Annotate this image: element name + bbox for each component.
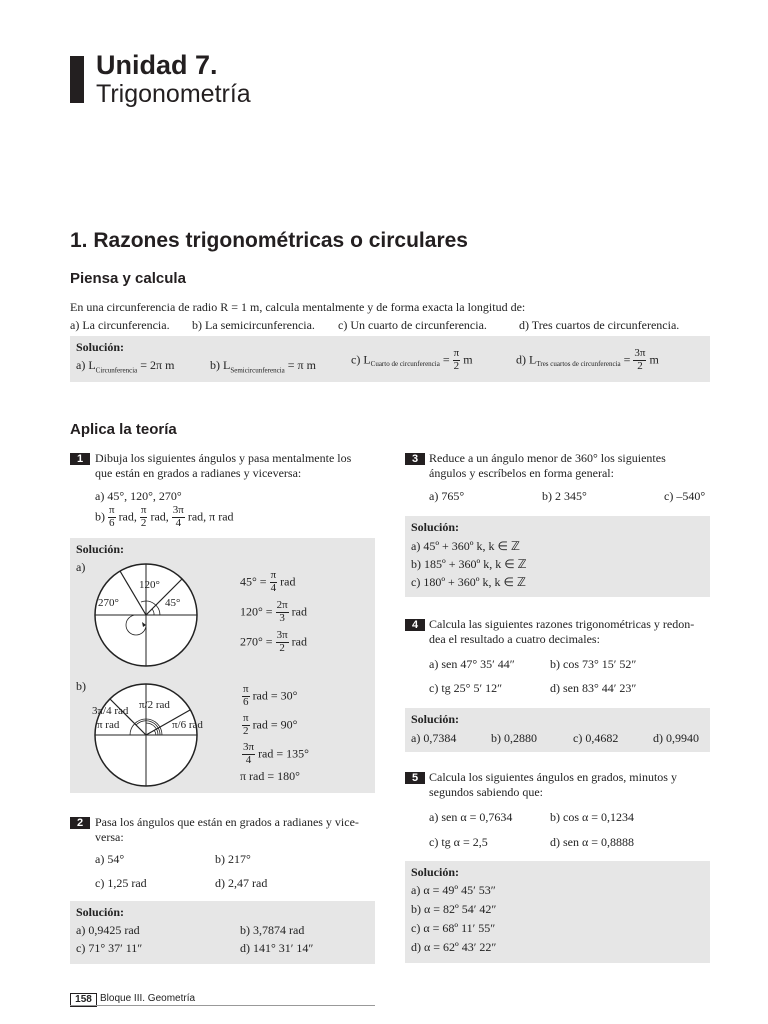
- piensa-c: c) Un cuarto de circunferencia.: [338, 318, 487, 332]
- ex1-line1: Dibuja los siguientes ángulos y pasa mentalmente los: [95, 451, 352, 465]
- ex3-sol-c: c) 180º + 360º k, k ∈ ℤ: [411, 575, 526, 589]
- ex1-eq-b-0: $\frac{\pi}{6}$ rad = 30°: [243, 683, 298, 708]
- ex3-sol-a: a) 45º + 360º k, k ∈ ℤ: [411, 539, 520, 553]
- ex5-sol-b: b) α = 82º 54′ 42″: [411, 902, 497, 916]
- ex1-eq-a-2: 270° = $\frac{3\pi}{2}$ rad: [240, 629, 307, 654]
- unit-bar: [70, 56, 84, 103]
- ex4-sol-a: a) 0,7384: [411, 731, 457, 745]
- ex1-eq-a-0: 45° = $\frac{\pi}{4}$ rad: [240, 569, 296, 594]
- ex1-b: b) $\frac{\pi}{6}$ rad, $\frac{\pi}{2}$ rad, $\frac{3\pi}{4}$ rad, π rad: [95, 504, 234, 529]
- ex3-line2: ángulos y escríbelos en forma general:: [429, 466, 614, 480]
- ex1-eq-b-2: $\frac{3\pi}{4}$ rad = 135°: [243, 741, 309, 766]
- piensa-a: a) La circunferencia.: [70, 318, 170, 332]
- ex4-a: a) sen 47° 35′ 44″: [429, 657, 515, 671]
- ex5-number: 5: [405, 772, 425, 784]
- ex5-b: b) cos α = 0,1234: [550, 810, 635, 824]
- unit-subtitle: Trigonometría: [96, 80, 251, 108]
- ex4-c: c) tg 25° 5′ 12″: [429, 681, 503, 695]
- page-number: 158: [70, 993, 97, 1007]
- circle-b-label-pi6: π/6 rad: [172, 719, 203, 731]
- ex3-sol-b: b) 185º + 360º k, k ∈ ℤ: [411, 557, 527, 571]
- ex4-sol-b: b) 0,2880: [491, 731, 537, 745]
- ex1-eq-a-1: 120° = $\frac{2\pi}{3}$ rad: [240, 599, 307, 624]
- ex5-a: a) sen α = 0,7634: [429, 810, 513, 824]
- ex3-c: c) –540°: [664, 489, 706, 503]
- ex2-solution-label: Solución:: [76, 905, 125, 919]
- ex2-c: c) 1,25 rad: [95, 876, 147, 890]
- ex1-number: 1: [70, 453, 90, 465]
- ex5-sol-c: c) α = 68º 11′ 55″: [411, 921, 496, 935]
- ex4-d: d) sen 83° 44′ 23″: [550, 681, 637, 695]
- piensa-solution-label: Solución:: [76, 340, 125, 354]
- unit-title: Unidad 7.: [96, 50, 218, 80]
- ex5-sol-d: d) α = 62º 43′ 22″: [411, 940, 497, 954]
- ex1-solution-label: Solución:: [76, 542, 125, 556]
- ex2-line2: versa:: [95, 830, 124, 844]
- ex4-sol-d: d) 0,9940: [653, 731, 699, 745]
- ex4-b: b) cos 73° 15′ 52″: [550, 657, 637, 671]
- ex5-line2: segundos sabiendo que:: [429, 785, 543, 799]
- ex2-b: b) 217°: [215, 852, 251, 866]
- ex1-eq-b-1: $\frac{\pi}{2}$ rad = 90°: [243, 712, 298, 737]
- ex1-sol-a-label: a): [76, 560, 86, 574]
- ex3-line1: Reduce a un ángulo menor de 360° los siguientes: [429, 451, 666, 465]
- ex2-line1: Pasa los ángulos que están en grados a radianes y vice-: [95, 815, 359, 829]
- ex2-sol-b: b) 3,7874 rad: [240, 923, 305, 937]
- circle-b-label-pi2: π/2 rad: [139, 699, 170, 711]
- circle-a-label-270: 270°: [98, 597, 119, 609]
- circle-diagram-a: [90, 560, 230, 670]
- ex4-sol-c: c) 0,4682: [573, 731, 619, 745]
- footer-text: Bloque III. Geometría: [100, 993, 196, 1004]
- piensa-b: b) La semicircunferencia.: [192, 318, 315, 332]
- piensa-d: d) Tres cuartos de circunferencia.: [519, 318, 680, 332]
- ex2-d: d) 2,47 rad: [215, 876, 268, 890]
- ex5-c: c) tg α = 2,5: [429, 835, 488, 849]
- piensa-statement: En una circunferencia de radio R = 1 m, calcula mentalmente y de forma exacta la longitud de:: [70, 300, 526, 314]
- ex5-line1: Calcula los siguientes ángulos en grados, minutos y: [429, 770, 677, 784]
- ex4-solution-label: Solución:: [411, 712, 460, 726]
- ex3-a: a) 765°: [429, 489, 465, 503]
- circle-b-label-3pi4: 3π/4 rad: [92, 705, 129, 717]
- ex3-solution-label: Solución:: [411, 520, 460, 534]
- ex5-d: d) sen α = 0,8888: [550, 835, 635, 849]
- ex2-number: 2: [70, 817, 90, 829]
- circle-b-label-pi: π rad: [97, 719, 120, 731]
- piensa-sol-b: b) $L_{Semicircunferencia} = \pi$ m: [210, 358, 316, 375]
- circle-diagram-b: [90, 680, 230, 790]
- piensa-heading: Piensa y calcula: [70, 270, 186, 287]
- circle-a-label-45: 45°: [165, 597, 181, 609]
- piensa-sol-d: d) $L_{Tres cuartos de circunferencia}$ = $\frac{3\pi}{2}$ m: [516, 347, 659, 372]
- ex2-sol-a: a) 0,9425 rad: [76, 923, 140, 937]
- ex4-line2: dea el resultado a cuatro decimales:: [429, 632, 600, 646]
- ex4-number: 4: [405, 619, 425, 631]
- ex1-eq-b-last: π rad = 180°: [240, 769, 300, 783]
- ex2-sol-c: c) 71° 37′ 11″: [76, 941, 143, 955]
- footer-divider: [70, 1005, 375, 1006]
- ex4-line1: Calcula las siguientes razones trigonométricas y redon-: [429, 617, 695, 631]
- ex3-b: b) 2 345°: [542, 489, 587, 503]
- ex1-sol-b-label: b): [76, 679, 86, 693]
- ex2-a: a) 54°: [95, 852, 125, 866]
- ex5-sol-a: a) α = 49º 45′ 53″: [411, 883, 496, 897]
- section-title: 1. Razones trigonométricas o circulares: [70, 229, 468, 252]
- aplica-heading: Aplica la teoría: [70, 421, 177, 438]
- ex1-line2: que están en grados a radianes y viceversa:: [95, 466, 302, 480]
- ex1-a: a) 45°, 120°, 270°: [95, 489, 182, 503]
- piensa-sol-a: a) $L_{Circunferencia} = 2\pi$ m: [76, 358, 175, 375]
- ex5-solution-label: Solución:: [411, 865, 460, 879]
- ex2-sol-d: d) 141° 31′ 14″: [240, 941, 314, 955]
- ex3-number: 3: [405, 453, 425, 465]
- piensa-sol-c: c) $L_{Cuarto de circunferencia}$ = $\frac{\pi}{2}$ m: [351, 347, 473, 372]
- circle-a-label-120: 120°: [139, 579, 160, 591]
